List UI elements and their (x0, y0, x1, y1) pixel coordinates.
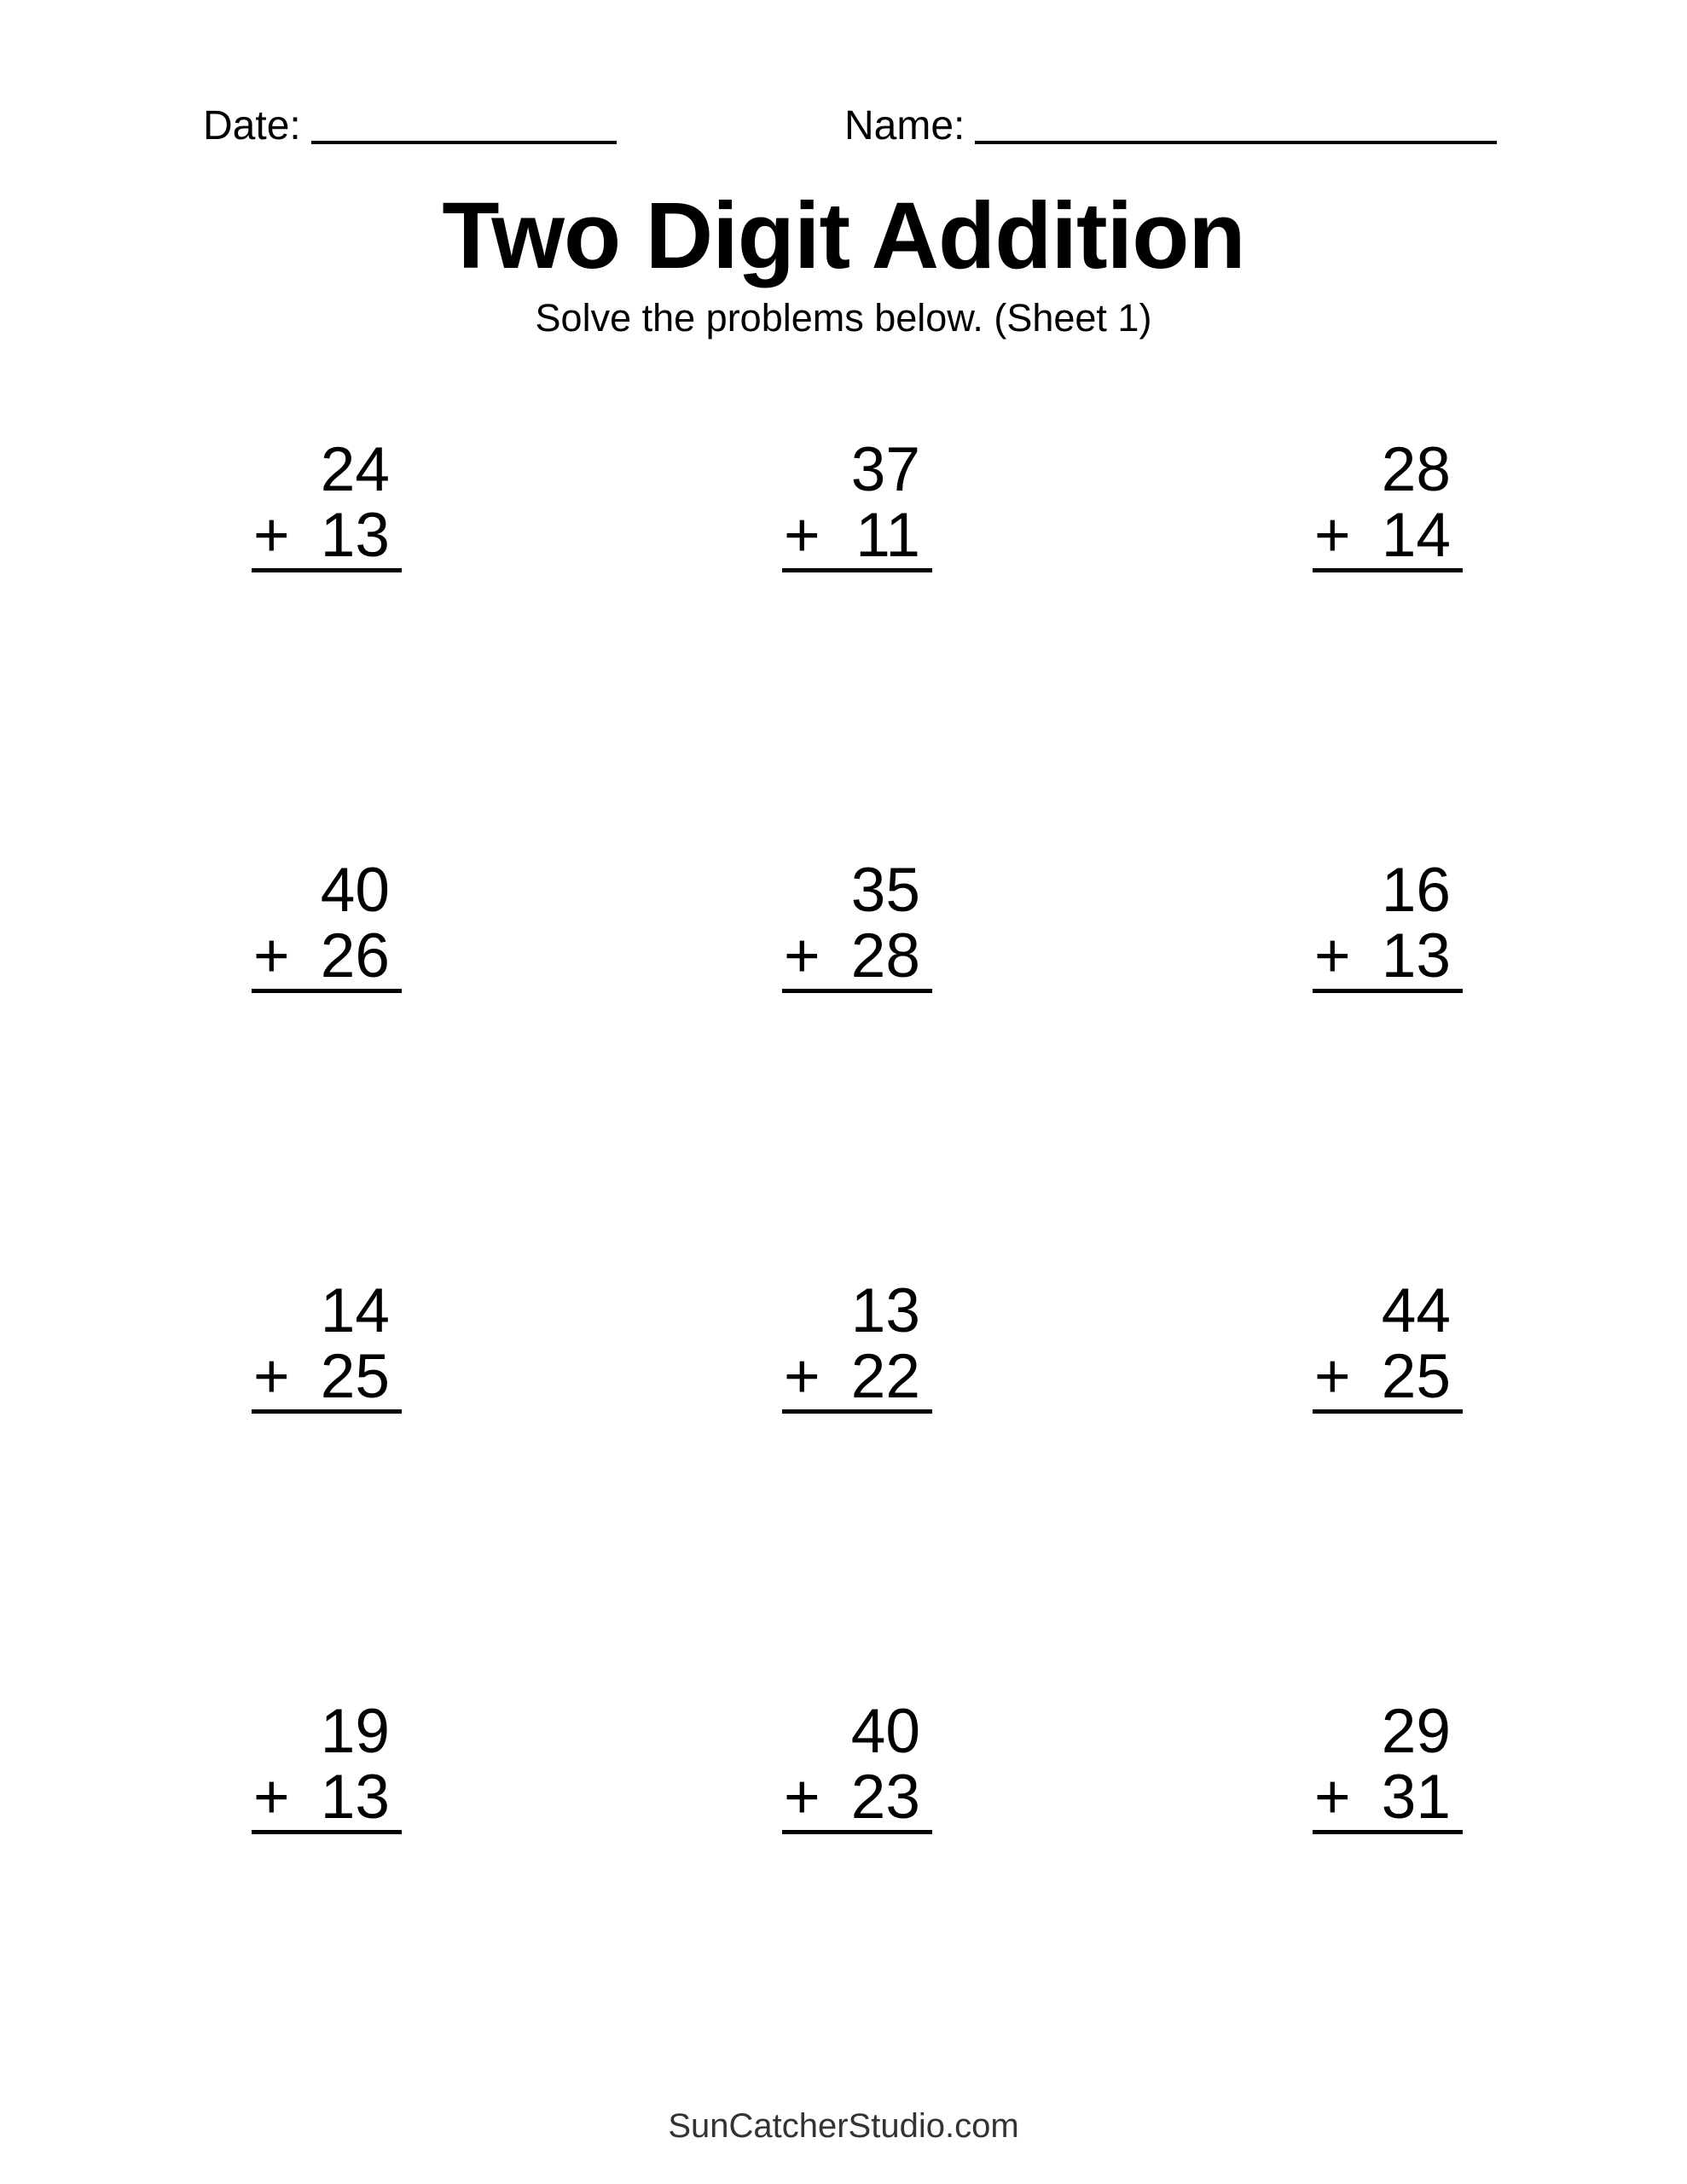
problems-grid (252, 437, 1463, 1834)
problem-10 (252, 1699, 402, 1834)
addend-bottom: 26 (320, 921, 390, 990)
plus-operator: + (784, 1763, 820, 1832)
problem-9 (1313, 1278, 1463, 1414)
plus-operator: + (1314, 1342, 1351, 1411)
addend-top: 13 (850, 1276, 920, 1345)
addend-bottom: 11 (855, 501, 920, 570)
addend-top: 40 (850, 1697, 920, 1766)
addend-top: 28 (1381, 435, 1451, 504)
addend-bottom: 14 (1381, 501, 1451, 570)
problem-2 (782, 437, 932, 572)
addend-top: 35 (850, 856, 920, 925)
plus-operator: + (253, 921, 290, 990)
addend-bottom: 13 (320, 501, 390, 570)
date-label: Date: (203, 103, 301, 148)
problem-8 (782, 1278, 932, 1414)
problem-6 (1313, 857, 1463, 993)
addend-bottom: 13 (1381, 921, 1451, 990)
plus-operator: + (784, 1342, 820, 1411)
plus-operator: + (1314, 1763, 1351, 1832)
problem-1 (252, 437, 402, 572)
plus-operator: + (253, 1763, 290, 1832)
name-field (844, 104, 1497, 149)
addend-bottom: 13 (320, 1763, 390, 1832)
worksheet-subtitle: Solve the problems below. (Sheet 1) (535, 296, 1152, 340)
plus-operator: + (784, 501, 820, 570)
plus-operator: + (1314, 501, 1351, 570)
addend-top: 19 (320, 1697, 390, 1766)
problem-7 (252, 1278, 402, 1414)
addend-bottom: 25 (320, 1342, 390, 1411)
plus-operator: + (784, 921, 820, 990)
addend-top: 40 (320, 856, 390, 925)
plus-operator: + (1314, 921, 1351, 990)
date-blank-line[interactable] (311, 132, 617, 144)
plus-operator: + (253, 1342, 290, 1411)
problem-5 (782, 857, 932, 993)
addend-top: 44 (1381, 1276, 1451, 1345)
addend-top: 29 (1381, 1697, 1451, 1766)
addend-bottom: 23 (850, 1763, 920, 1832)
plus-operator: + (253, 501, 290, 570)
addend-bottom: 25 (1381, 1342, 1451, 1411)
footer-credit: SunCatcherStudio.com (668, 2107, 1019, 2145)
problem-3 (1313, 437, 1463, 572)
addend-bottom: 28 (850, 921, 920, 990)
problem-4 (252, 857, 402, 993)
addend-top: 24 (320, 435, 390, 504)
date-field (203, 104, 617, 149)
addend-top: 16 (1381, 856, 1451, 925)
worksheet-title: Two Digit Addition (442, 183, 1245, 288)
problem-11 (782, 1699, 932, 1834)
name-label: Name: (844, 103, 965, 148)
addend-bottom: 22 (850, 1342, 920, 1411)
addend-bottom: 31 (1381, 1763, 1451, 1832)
addend-top: 37 (850, 435, 920, 504)
problem-12 (1313, 1699, 1463, 1834)
name-blank-line[interactable] (975, 132, 1497, 144)
addend-top: 14 (320, 1276, 390, 1345)
